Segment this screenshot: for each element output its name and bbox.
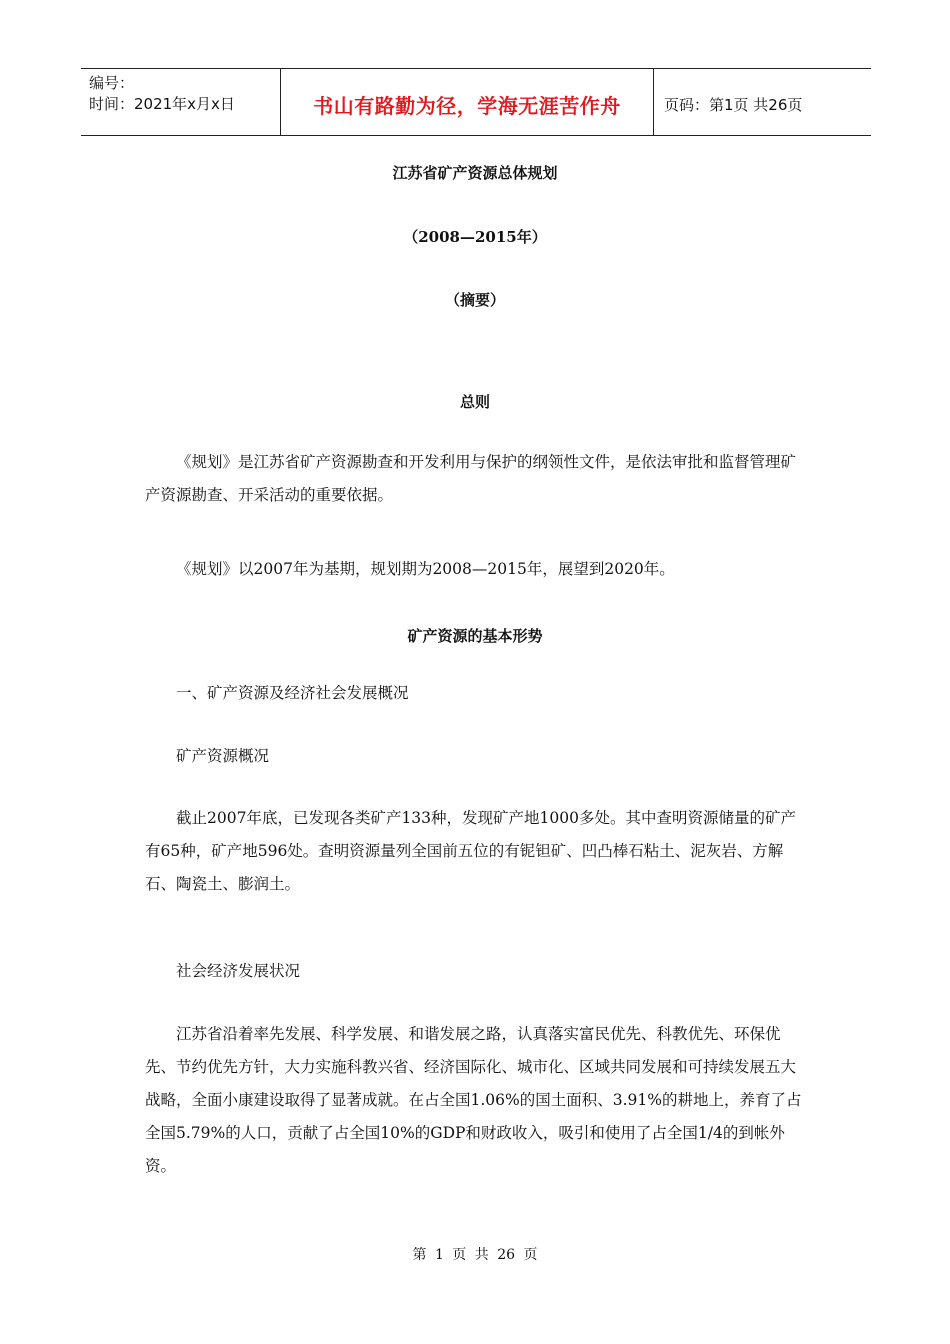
document-title: 江苏省矿产资源总体规划 xyxy=(392,164,558,182)
date-label: 时间：2021年x月x日 xyxy=(89,95,235,113)
section-heading-situation: 矿产资源的基本形势 xyxy=(407,627,543,645)
document-subtitle: （摘要） xyxy=(444,291,505,309)
header-motto-cell xyxy=(281,69,654,135)
document-header xyxy=(81,68,871,136)
serial-number-label: 编号： xyxy=(89,74,135,92)
paragraph-general-1: 《规划》是江苏省矿产资源勘查和开发利用与保护的纲领性文件，是依法审批和监督管理矿产资源勘查、开采活动的重要依据。 xyxy=(145,453,797,504)
header-page-cell xyxy=(654,69,871,135)
paragraph-social-economic: 江苏省沿着率先发展、科学发展、和谐发展之路，认真落实富民优先、科教优先、环保优先、节约优先方针，大力实施科教兴省、经济国际化、城市化、区域共同发展和可持续发展五大战略，全面小康建设取得了显著成就。在占全国1.06%的国土面积、3.91%的耕地上，养育了占全国5.79%的人口，贡献了占全国10%的GDP和财政收入，吸引和使用了占全国1/4的到帐外资。 xyxy=(145,1025,802,1175)
header-meta-cell xyxy=(81,69,281,135)
section-heading-general: 总则 xyxy=(459,393,490,411)
paragraph-mineral-overview: 截止2007年底，已发现各类矿产133种，发现矿产地1000多处。其中查明资源储量的矿产有65种，矿产地596处。查明资源量列全国前五位的有铌钽矿、凹凸棒石粘土、泥灰岩、方解石、陶瓷土、膨润土。 xyxy=(145,809,796,893)
motto-text: 书山有路勤为径，学海无涯苦作舟 xyxy=(313,93,621,118)
heading-social-economic: 社会经济发展状况 xyxy=(176,962,301,980)
subsection-heading-1: 一、矿产资源及经济社会发展概况 xyxy=(176,684,409,702)
page-footer: 第 1 页 共 26 页 xyxy=(412,1247,538,1263)
document-period: （2008—2015年） xyxy=(403,228,547,246)
header-page-info: 页码：第1页 共26页 xyxy=(664,95,803,114)
heading-mineral-overview: 矿产资源概况 xyxy=(176,747,270,765)
paragraph-general-2: 《规划》以2007年为基期，规划期为2008—2015年，展望到2020年。 xyxy=(176,560,675,578)
